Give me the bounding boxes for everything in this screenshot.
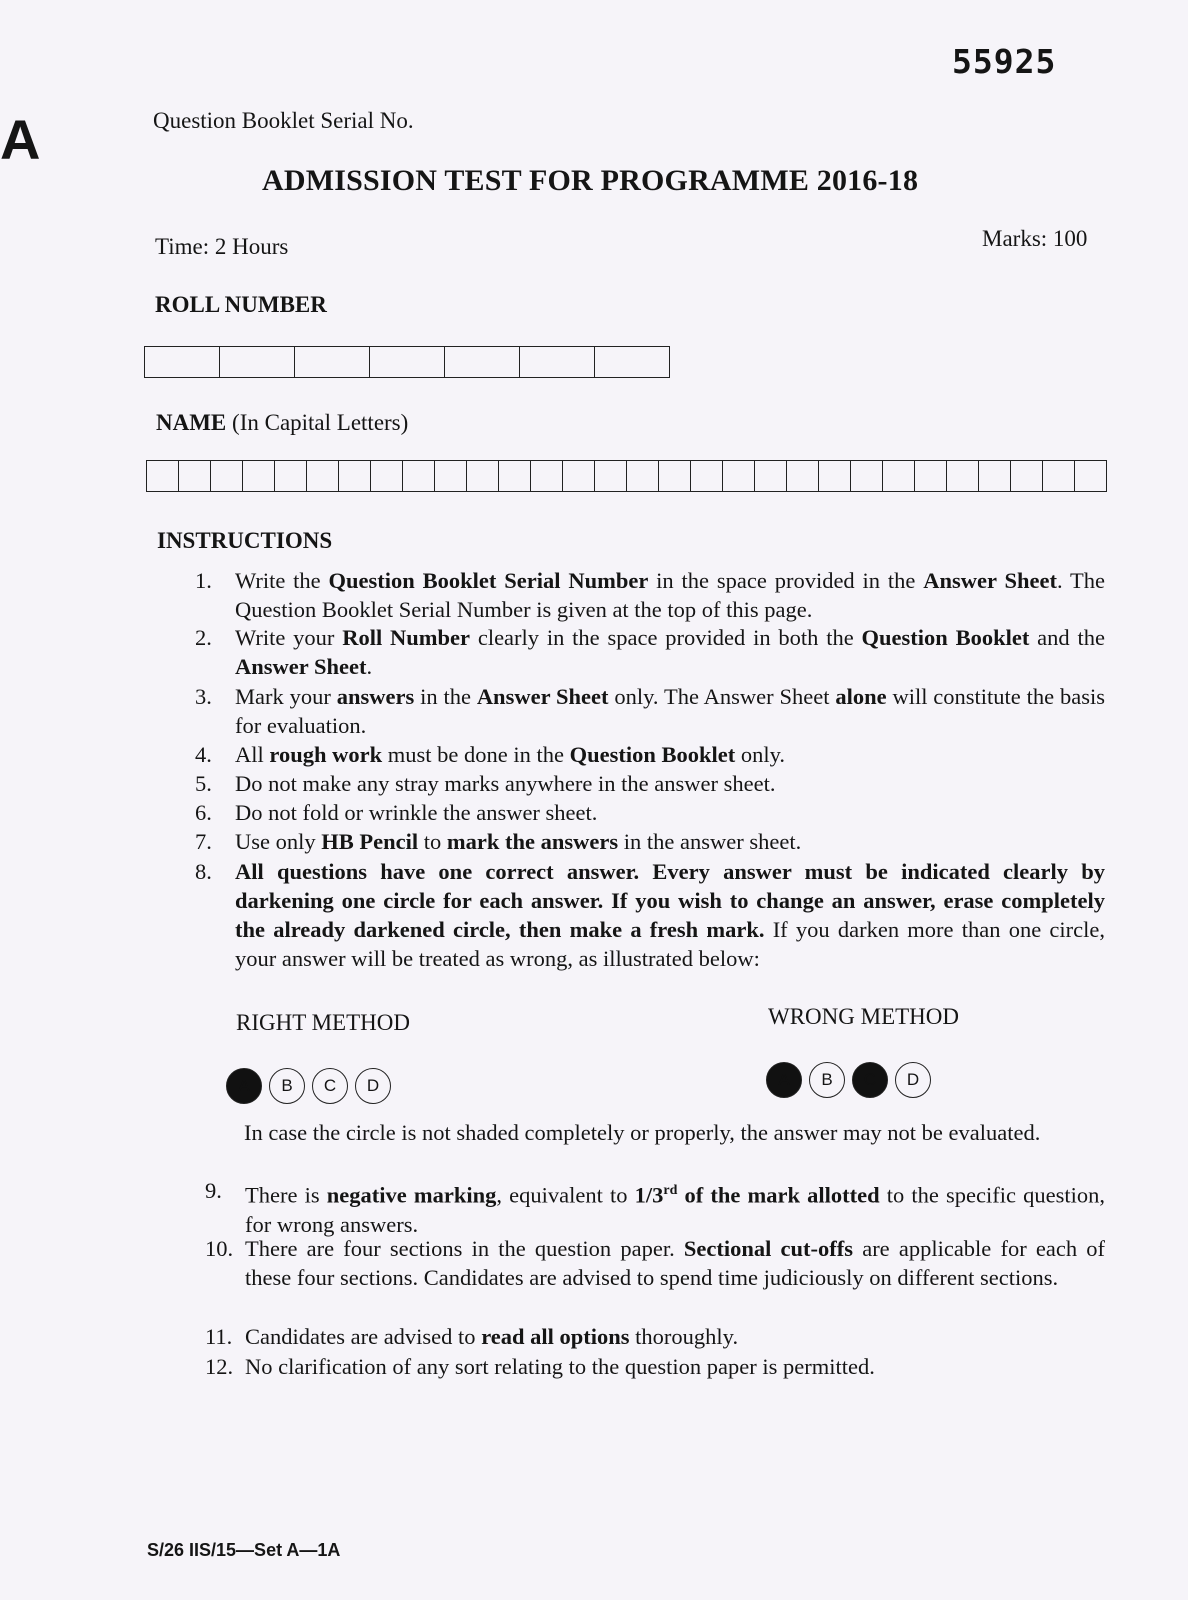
instruction-text	[235, 623, 1105, 681]
text-run: are applicable for each of these four sections. Candidates are advised to spend time judiciously on different sections.	[245, 1236, 1105, 1290]
emphasis: HB Pencil	[321, 829, 419, 854]
emphasis: read all options	[481, 1324, 630, 1349]
text-run: Do not fold or wrinkle the answer sheet.	[235, 800, 598, 825]
name-box[interactable]	[275, 461, 307, 491]
instruction-number: 9.	[205, 1178, 222, 1203]
answer-bubble-d: D	[355, 1068, 391, 1104]
name-box[interactable]	[787, 461, 819, 491]
emphasis: rough work	[269, 742, 383, 767]
name-box[interactable]	[755, 461, 787, 491]
roll-number-boxes[interactable]	[144, 346, 670, 378]
instruction-text	[235, 769, 1105, 798]
answer-bubble-c: C	[312, 1068, 348, 1104]
name-label	[156, 410, 408, 436]
instruction-item	[205, 1176, 1105, 1239]
instruction-number: 12.	[205, 1354, 234, 1379]
name-box[interactable]	[371, 461, 403, 491]
wrong-method-bubbles	[766, 1062, 938, 1098]
instruction-item	[195, 623, 1105, 681]
instruction-text	[235, 827, 1105, 856]
text-run: must be done in the	[382, 742, 570, 767]
name-box[interactable]	[435, 461, 467, 491]
name-box[interactable]	[1075, 461, 1106, 491]
instruction-number: 1.	[195, 568, 212, 593]
instruction-item	[195, 857, 1105, 973]
instruction-item	[195, 740, 1105, 769]
total-marks: Marks: 100	[982, 226, 1088, 251]
instruction-number: 5.	[195, 771, 212, 796]
instruction-text	[235, 798, 1105, 827]
name-box[interactable]	[467, 461, 499, 491]
emphasis: 1/3	[634, 1182, 664, 1208]
name-box[interactable]	[595, 461, 627, 491]
answer-bubble-a: A	[226, 1068, 262, 1104]
instruction-text	[235, 740, 1105, 769]
text-run: There is	[245, 1182, 327, 1208]
instruction-number: 11.	[205, 1324, 233, 1349]
roll-box[interactable]	[370, 347, 445, 377]
serial-number: 55925	[952, 42, 1057, 81]
name-box[interactable]	[979, 461, 1011, 491]
name-box[interactable]	[947, 461, 979, 491]
text-run: Mark your	[235, 684, 337, 709]
emphasis: Answer Sheet	[476, 684, 609, 709]
text-run: Write the	[235, 568, 329, 593]
instruction-number: 7.	[195, 829, 212, 854]
text-run: Candidates are advised to	[245, 1324, 482, 1349]
instruction-item	[205, 1352, 1105, 1381]
superscript: rd	[663, 1183, 678, 1198]
name-box[interactable]	[915, 461, 947, 491]
text-run: clearly in the space provided in both the	[470, 625, 862, 650]
roll-box[interactable]	[595, 347, 669, 377]
text-run: All	[235, 742, 270, 767]
name-box[interactable]	[179, 461, 211, 491]
text-run: No clarification of any sort relating to the question paper is permitted.	[245, 1354, 875, 1379]
instruction-item	[195, 827, 1105, 856]
instruction-item	[195, 566, 1105, 624]
name-box[interactable]	[563, 461, 595, 491]
emphasis: Roll Number	[342, 625, 471, 650]
answer-bubble-a: A	[766, 1062, 802, 1098]
roll-box[interactable]	[445, 347, 520, 377]
name-label-hint: (In Capital Letters)	[232, 410, 409, 435]
emphasis: Question Booklet	[861, 625, 1030, 650]
text-run: to	[418, 829, 447, 854]
emphasis: All questions have one correct answer. Every answer must be indicated clearly by darkening one circle for each answer. If you wish to change an answer, erase completely the already darkened circle, then make a fresh mark.	[235, 859, 1105, 942]
name-box[interactable]	[723, 461, 755, 491]
page-title: ADMISSION TEST FOR PROGRAMME 2016-18	[262, 164, 919, 197]
text-run: . The Question Booklet Serial Number is given at the top of this page.	[235, 568, 1105, 622]
emphasis: answers	[336, 684, 415, 709]
text-run: only. The Answer Sheet	[608, 684, 836, 709]
answer-bubble-d: D	[895, 1062, 931, 1098]
text-run: If you darken more than one circle, your answer will be treated as wrong, as illustrated below:	[235, 917, 1105, 971]
instruction-number: 4.	[195, 742, 212, 767]
answer-bubble-c: C	[852, 1062, 888, 1098]
booklet-set-letter: A	[0, 108, 41, 171]
instruction-text	[235, 857, 1105, 973]
instruction-text	[245, 1176, 1105, 1239]
instruction-item	[195, 798, 1105, 827]
emphasis: mark the answers	[446, 829, 619, 854]
text-run: and the	[1029, 625, 1105, 650]
name-box[interactable]	[307, 461, 339, 491]
name-box[interactable]	[659, 461, 691, 491]
text-run: There are four sections in the question paper.	[245, 1236, 684, 1261]
name-box[interactable]	[883, 461, 915, 491]
name-box[interactable]	[403, 461, 435, 491]
text-run: to the specific question, for wrong answers.	[245, 1182, 1106, 1237]
text-run: , equivalent to	[496, 1182, 635, 1208]
text-run: .	[366, 654, 373, 679]
text-run: in the space provided in the	[648, 568, 924, 593]
name-box[interactable]	[531, 461, 563, 491]
instruction-number: 10.	[205, 1236, 234, 1261]
text-run: only.	[735, 742, 786, 767]
roll-box[interactable]	[520, 347, 595, 377]
name-label-bold: NAME	[156, 410, 227, 435]
instruction-text	[245, 1352, 1105, 1381]
answer-bubble-b: B	[269, 1068, 305, 1104]
name-box[interactable]	[627, 461, 659, 491]
text-run: in the answer sheet.	[618, 829, 802, 854]
name-box[interactable]	[819, 461, 851, 491]
name-box[interactable]	[1043, 461, 1075, 491]
shading-note: In case the circle is not shaded completely or properly, the answer may not be evaluated.	[244, 1120, 1041, 1145]
name-boxes[interactable]	[146, 460, 1107, 492]
emphasis: Sectional cut-offs	[683, 1236, 854, 1261]
emphasis: Answer Sheet	[235, 654, 367, 679]
emphasis: Question Booklet	[569, 742, 736, 767]
name-box[interactable]	[147, 461, 179, 491]
name-box[interactable]	[499, 461, 531, 491]
instruction-text	[235, 566, 1105, 624]
wrong-method-label: WRONG METHOD	[768, 1004, 960, 1029]
roll-number-label: ROLL NUMBER	[155, 292, 327, 317]
text-run: Do not make any stray marks anywhere in the answer sheet.	[235, 771, 776, 796]
instruction-item	[205, 1234, 1105, 1292]
name-box[interactable]	[339, 461, 371, 491]
instruction-number: 3.	[195, 684, 212, 709]
instruction-text	[245, 1234, 1105, 1292]
instruction-item	[205, 1322, 1105, 1351]
emphasis: alone	[835, 684, 887, 709]
emphasis: negative marking	[326, 1182, 497, 1208]
instruction-number: 8.	[195, 859, 212, 884]
name-box[interactable]	[851, 461, 883, 491]
right-method-label: RIGHT METHOD	[236, 1010, 410, 1035]
roll-box[interactable]	[145, 347, 220, 377]
right-method-bubbles	[226, 1068, 398, 1104]
page-footer-code: S/26 IIS/15—Set A—1A	[147, 1540, 341, 1560]
roll-box[interactable]	[220, 347, 295, 377]
text-run: Use only	[235, 829, 322, 854]
name-box[interactable]	[1011, 461, 1043, 491]
emphasis: Answer Sheet	[923, 568, 1057, 593]
text-run: thoroughly.	[629, 1324, 739, 1349]
instruction-text	[245, 1322, 1105, 1351]
instructions-heading: INSTRUCTIONS	[157, 528, 333, 553]
emphasis: of the mark allotted	[677, 1182, 880, 1208]
instruction-item	[195, 682, 1105, 740]
serial-label: Question Booklet Serial No.	[153, 108, 414, 133]
answer-bubble-b: B	[809, 1062, 845, 1098]
instruction-number: 2.	[195, 625, 212, 650]
name-box[interactable]	[691, 461, 723, 491]
text-run: in the	[414, 684, 477, 709]
instruction-item	[195, 769, 1105, 798]
text-run: Write your	[235, 625, 343, 650]
text-run: will constitute the basis for evaluation.	[235, 684, 1106, 738]
emphasis: Question Booklet Serial Number	[328, 568, 649, 593]
instruction-text	[235, 682, 1105, 740]
roll-box[interactable]	[295, 347, 370, 377]
time-allowed: Time: 2 Hours	[155, 234, 289, 259]
name-box[interactable]	[243, 461, 275, 491]
name-box[interactable]	[211, 461, 243, 491]
instruction-number: 6.	[195, 800, 212, 825]
